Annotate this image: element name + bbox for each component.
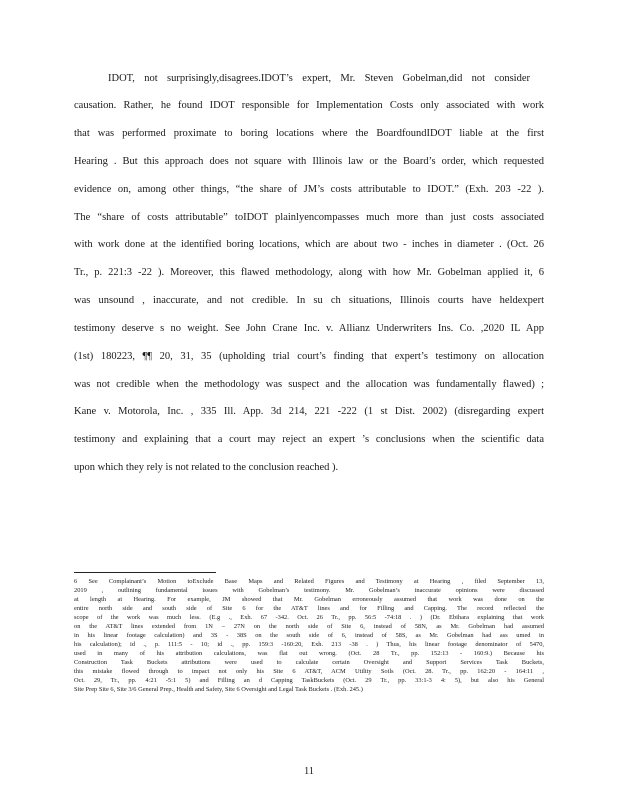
body-text-line: Kane v. Motorola, Inc. , 335 Ill. App. 3d 214, 221 -222 (1 st Dist. 2002) (disregarding expert [74, 406, 544, 417]
body-text-line: was unsound , inaccurate, and not credible. In su ch situations, Illinois courts have heldexpert [74, 295, 544, 306]
footnote-line: Site Prep Site 6, Site 3/6 General Prep., Health and Safety, Site 6 Oversight and Legal Task Buckets . (Exh. 245.) [74, 686, 363, 693]
footnote-separator [74, 572, 216, 573]
body-text-line: (1st) 180223, ¶¶ 20, 31, 35 (upholding trial court’s finding that expert’s testimony on allocation [74, 351, 544, 362]
body-text-line: was not credible when the methodology was suspect and the allocation was fundamentally flawed) ; [74, 379, 544, 390]
footnote-line: Construction Task Buckets attributions were used to calculate certain Oversight and Support Services Task Buckets, [74, 659, 544, 666]
footnote-line: entire north side and south side of Site 6 for the AT&T lines and for Filling and Capping. The record reflected the [74, 605, 544, 612]
footnote-line: 2019 , outlining fundamental issues with Gobelman’s testimony. Mr. Gobelman’s inaccurate opinions were discussed [74, 587, 544, 594]
footnote-line: on the AT&T lines extended from 1N – 27N on the north side of Site 6, instead of 58N, as Mr. Gobelman had assumed [74, 623, 544, 630]
body-text-line: Hearing . But this approach does not square with Illinois law or the Board’s order, which requested [74, 156, 544, 167]
footnote-line: his calculation); id ., p. 111:5 - 10; id ., pp. 159:3 -160:20, Exh. 213 -38 . ) Thus, his linear footage denominator of 5470, [74, 641, 544, 648]
body-text-line: that was performed proximate to boring locations where the BoardfoundIDOT liable at the first [74, 128, 544, 139]
body-text-line: evidence on, among other things, “the share of JM’s costs attributable to IDOT.” (Exh. 203 -22 ). [74, 184, 544, 195]
body-text-line: causation. Rather, he found IDOT responsible for Implementation Costs only associated with work [74, 100, 544, 111]
body-text-line: IDOT, not surprisingly,disagrees.IDOT’s expert, Mr. Steven Gobelman,did not consider [108, 73, 530, 84]
body-text-line: testimony and explaining that a court may reject an expert ’s conclusions when the scientific data [74, 434, 544, 445]
footnote-line: Oct. 29, Tr., pp. 4:21 -5:1 5) and Filling an d Capping TaskBuckets (Oct. 29 Tr., pp. 33:1-3 4: 5), but also his General [74, 677, 544, 684]
body-text-line: with work done at the identified boring locations, which are about two - inches in diameter . (Oct. 26 [74, 239, 544, 250]
footnote-line: 6 See Complainant’s Motion toExclude Base Maps and Related Figures and Testimony at Hearing , filed September 13, [74, 578, 544, 585]
footnote-line: at length at Hearing. For example, JM showed that Mr. Gobelman erroneously assumed that work was done on the [74, 596, 544, 603]
footnote-line: scope of the work was much less. (E.g ., Exh. 67 -342. Oct. 26 Tr., pp. 56:5 -74:18 . ) (Dr. Ebihara explaining that work [74, 614, 544, 621]
body-text-line: testimony deserve s no weight. See John Crane Inc. v. Allianz Underwriters Ins. Co. ,2020 IL App [74, 323, 544, 334]
footnote-line: used in many of his attribution calculations, was flat out wrong. (Oct. 28 Tr., pp. 152:13 - 160:9.) Because his [74, 650, 544, 657]
page-number: 11 [303, 766, 315, 777]
body-text-line: upon which they rely is not related to the conclusion reached ). [74, 462, 339, 473]
body-text-line: The “share of costs attributable” toIDOT plainlyencompasses much more than just costs associated [74, 212, 544, 223]
body-text-line: Tr., p. 221:3 -22 ). Moreover, this flawed methodology, along with how Mr. Gobelman applied it, 6 [74, 267, 544, 278]
footnote-line: this mistake flowed through to impact not only his Site 6 AT&T, ACM Utility Soils (Oct. 28. Tr., pp. 162:20 - 164:11 , [74, 668, 544, 675]
footnote-line: in his linear footage calculation) and 3S - 38S on the south side of 6, instead of 58S, as Mr. Gobelman had ass umed in [74, 632, 544, 639]
